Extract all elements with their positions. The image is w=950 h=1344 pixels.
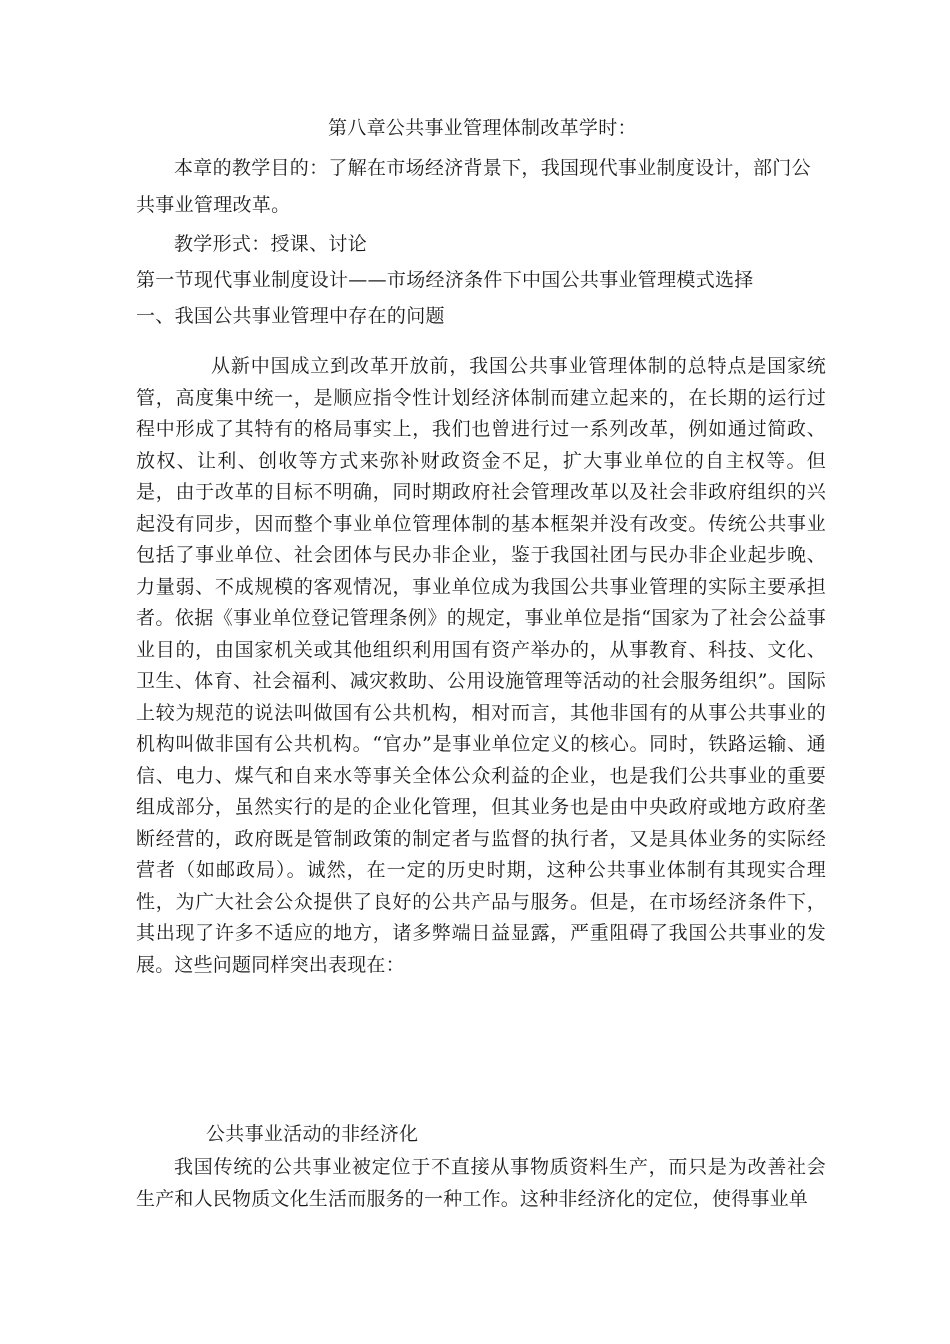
main-paragraph: 从新中国成立到改革开放前，我国公共事业管理体制的总特点是国家统管，高度集中统一，是顺应指令性计划经济体制而建立起来的，在长期的运行过程中形成了其特有的格局事实上，我们也曾进行过一系列改革，例如通过简政、放权、让利、创收等方式来弥补财政资金不足，扩大事业单位的自主权等。但是，由于改革的目标不明确，同时期政府社会管理改革以及社会非政府组织的兴起没有同步，因而整个事业单位管理体制的基本框架并没有改变。传统公共事业包括了事业单位、社会团体与民办非企业，鉴于我国社团与民办非企业起步晚、力量弱、不成规模的客观情况，事业单位成为我国公共事业管理的实际主要承担者。依据《事业单位登记管理条例》的规定，事业单位是指“国家为了社会公益事业目的，由国家机关或其他组织利用国有资产举办的，从事教育、科技、文化、卫生、体育、社会福利、减灾救助、公用设施管理等活动的社会服务组织”。国际上较为规范的说法叫做国有公共机构，相对而言，其他非国有的从事公共事业的机构叫做非国有公共机构。“官办”是事业单位定义的核心。同时，铁路运输、通信、电力、煤气和自来水等事关全体公众利益的企业，也是我们公共事业的重要组成部分，虽然实行的是的企业化管理，但其业务也是由中央政府或地方政府垄断经营的，政府既是管制政策的制定者与监督的执行者，又是具体业务的实际经营者（如邮政局）。诚然，在一定的历史时期，这种公共事业体制有其现实合理性，为广大社会公众提供了良好的公共产品与服务。但是，在市场经济条件下，其出现了许多不适应的地方，诸多弊端日益显露，严重阻碍了我国公共事业的发展。这些问题同样突出表现在： xyxy=(136,355,826,976)
subsection-heading: 一、我国公共事业管理中存在的问题 xyxy=(136,305,445,327)
point-heading: 公共事业活动的非经济化 xyxy=(206,1123,419,1145)
section-heading: 第一节现代事业制度设计——市场经济条件下中国公共事业管理模式选择 xyxy=(136,269,754,291)
objective-line-1: 本章的教学目的：了解在市场经济背景下，我国现代事业制度设计，部门公 xyxy=(174,157,811,179)
objective-line-2: 共事业管理改革。 xyxy=(136,194,291,216)
point-paragraph: 我国传统的公共事业被定位于不直接从事物质资料生产，而只是为改善社会生产和人民物质文化生活而服务的一种工作。这种非经济化的定位，使得事业单 xyxy=(136,1156,826,1210)
chapter-title: 第八章公共事业管理体制改革学时： xyxy=(328,117,637,139)
teaching-form: 教学形式：授课、讨论 xyxy=(174,233,368,255)
